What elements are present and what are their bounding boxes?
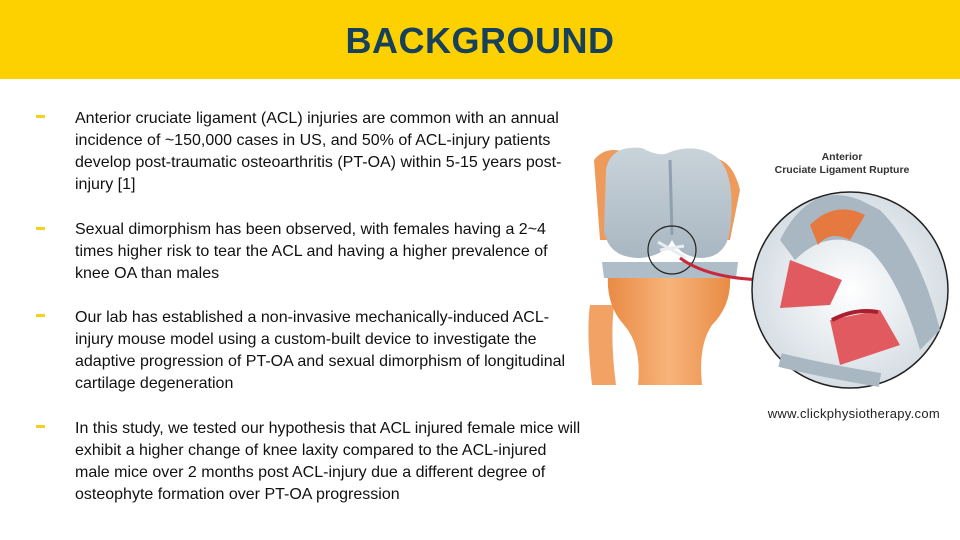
figure-label-line1: Anterior [821, 151, 863, 163]
page-title: BACKGROUND [345, 20, 615, 61]
bullet-dash-icon [36, 314, 45, 317]
title-banner [0, 0, 960, 79]
bullet-text: Anterior cruciate ligament (ACL) injuries are common with an annual incidence of ~150,000 cases in US, and 50% of ACL-injury patients develop post-traumatic osteoarthritis (PT-OA) within 5-15 years post-injury [1] [75, 110, 562, 193]
bullet-dash-icon [36, 425, 45, 428]
bullet-dash-icon [36, 115, 45, 118]
bullet-text: Our lab has established a non-invasive mechanically-induced ACL-injury mouse model using a custom-built device to investigate the adaptive progression of PT-OA and sexual dimorphism of longitudinal cartilage degeneration [75, 309, 566, 392]
bullet-text: In this study, we tested our hypothesis that ACL injured female mice will exhibit a higher change of knee laxity compared to the ACL-injured male mice over 2 months post ACL-injury due a different degree of osteophyte formation over PT-OA progression [75, 420, 581, 503]
figure-label [762, 151, 922, 177]
bullet-dash-icon [36, 227, 45, 230]
figure-label-line2: Cruciate Ligament Rupture [774, 164, 910, 176]
bullet-text: Sexual dimorphism has been observed, with females having a 2~4 times higher risk to tear the ACL and having a higher prevalence of knee OA than males [75, 221, 548, 282]
image-source-caption: www.clickphysiotherapy.com [767, 406, 940, 421]
